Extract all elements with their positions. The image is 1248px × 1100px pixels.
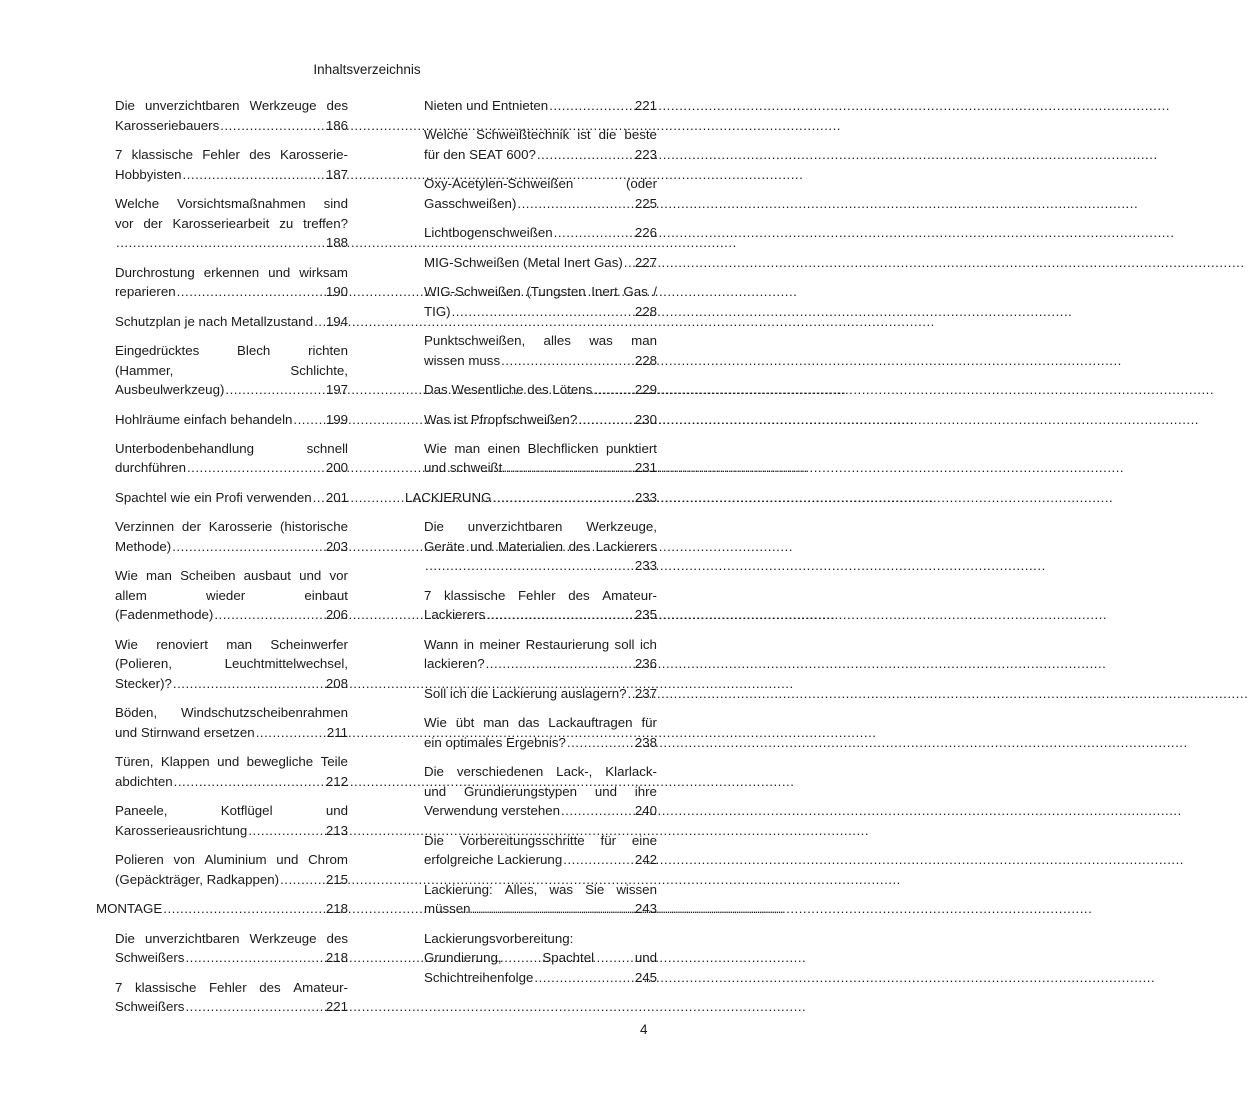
page-number: 4 xyxy=(640,1022,648,1037)
dot-leader xyxy=(314,312,325,332)
dot-leader xyxy=(472,899,634,919)
dot-leader xyxy=(452,302,634,322)
toc-entry-title: ein optimales Ergebnis? xyxy=(424,734,566,750)
toc-entry-line: Verzinnen der Karosserie (historische xyxy=(115,519,348,535)
toc-entry-title: (Gepäckträger, Radkappen) xyxy=(115,871,280,887)
toc-entry-line: Geräte und Materialien des Lackierers xyxy=(424,538,657,554)
toc-entry-line: Punktschweißen, alles was man xyxy=(424,333,657,349)
toc-page-number: 238 xyxy=(634,734,657,750)
toc-entry-title: Was ist Pfropfschweißen? xyxy=(424,411,578,427)
toc-page-number: 194 xyxy=(325,313,348,329)
toc-page-number: 233 xyxy=(634,558,657,574)
dot-leader xyxy=(174,772,325,792)
dot-leader xyxy=(501,351,634,371)
toc-page-number: 213 xyxy=(325,822,348,838)
dot-leader xyxy=(116,233,325,253)
toc-entry-line: Polieren von Aluminium und Chrom xyxy=(115,852,348,868)
toc-entry[interactable] xyxy=(96,312,348,332)
dot-leader xyxy=(177,282,325,302)
dot-leader xyxy=(425,556,634,576)
toc-entry-title: wissen muss xyxy=(424,352,501,368)
toc-entry-line: WIG-Schweißen (Tungsten Inert Gas / xyxy=(424,284,657,300)
toc-page-number: 221 xyxy=(634,98,657,113)
toc-entry-line: (Hammer, Schlichte, xyxy=(115,362,348,378)
toc-entry-title: abdichten xyxy=(115,773,173,789)
toc-page-number: 212 xyxy=(325,773,348,789)
toc-entry-line: 7 klassische Fehler des Amateur- xyxy=(424,587,657,603)
toc-entry[interactable] xyxy=(405,929,657,988)
toc-entry-line: Wie übt man das Lackauftragen für xyxy=(424,715,657,731)
dot-leader xyxy=(486,654,634,674)
toc-entry[interactable] xyxy=(96,194,348,253)
dot-leader xyxy=(567,733,634,753)
toc-entry-title: (Fadenmethode) xyxy=(115,607,214,623)
toc-entry[interactable] xyxy=(405,880,657,919)
toc-entry-title: Spachtel wie ein Profi verwenden xyxy=(115,489,312,505)
toc-page-number: 245 xyxy=(634,969,657,985)
toc-entry[interactable] xyxy=(96,752,348,791)
dot-leader xyxy=(486,605,633,625)
dot-leader xyxy=(293,410,324,430)
toc-entry-line: Die unverzichtbaren Werkzeuge, xyxy=(424,519,657,535)
toc-page-number: 197 xyxy=(325,382,348,398)
toc-entry-title: Gasschweißen) xyxy=(424,195,517,211)
toc-entry-line: Wie renoviert man Scheinwerfer xyxy=(115,636,348,652)
toc-entry-title: Nieten und Entnieten xyxy=(424,98,549,113)
dot-leader xyxy=(549,96,634,116)
toc-entry-title: Hohlräume einfach behandeln xyxy=(115,411,293,427)
toc-entry-line: Paneele, Kotflügel und xyxy=(115,803,348,819)
toc-entry[interactable] xyxy=(405,410,657,430)
toc-entry[interactable] xyxy=(405,684,657,704)
toc-page-number: 231 xyxy=(634,460,657,476)
toc-entry[interactable] xyxy=(405,517,657,576)
toc-entry-title: Das Wesentliche des Lötens xyxy=(424,382,593,398)
toc-entry[interactable] xyxy=(405,713,657,752)
toc-entry-line: allem wieder einbaut xyxy=(115,587,348,603)
toc-page-number: 206 xyxy=(325,607,348,623)
page-header: Inhaltsverzeichnis xyxy=(313,62,421,77)
toc-entry-title: Soll ich die Lackierung auslagern? xyxy=(424,685,627,701)
toc-entry[interactable] xyxy=(96,566,348,625)
toc-entry-line: Durchrostung erkennen und wirksam xyxy=(115,264,348,280)
toc-page-number: 221 xyxy=(325,999,348,1015)
toc-entry-title: Schweißers xyxy=(115,999,185,1015)
toc-entry[interactable] xyxy=(405,586,657,625)
toc-entry-line: 7 klassische Fehler des Karosserie- xyxy=(115,146,348,162)
toc-entry-title: Schichtreihenfolge xyxy=(424,969,534,985)
toc-section-heading[interactable] xyxy=(96,899,348,919)
toc-entry-line: Wann in meiner Restaurierung soll ich xyxy=(424,636,657,652)
toc-page-number: 240 xyxy=(634,803,657,819)
toc-entry-line: und Grundierungstypen und ihre xyxy=(424,783,657,799)
toc-entry-title: MONTAGE xyxy=(96,901,163,917)
dot-leader xyxy=(313,488,325,508)
dot-leader xyxy=(214,605,325,625)
toc-page-number: 233 xyxy=(634,489,657,505)
dot-leader xyxy=(163,899,325,919)
toc-entry[interactable] xyxy=(405,253,657,273)
toc-entry-line: Die Vorbereitungsschritte für eine xyxy=(424,832,657,848)
toc-page-number: 203 xyxy=(325,538,348,554)
toc-column-left xyxy=(96,96,348,1027)
dot-leader xyxy=(534,968,633,988)
toc-entry-line: (Polieren, Leuchtmittelwechsel, xyxy=(115,656,348,672)
toc-entry-line: 7 klassische Fehler des Amateur- xyxy=(115,979,348,995)
toc-entry[interactable] xyxy=(405,762,657,821)
toc-entry[interactable] xyxy=(405,331,657,370)
toc-page-number: 190 xyxy=(325,284,348,300)
toc-page-number: 227 xyxy=(634,254,657,270)
dot-leader xyxy=(280,870,325,890)
toc-entry-title: lackieren? xyxy=(424,656,485,672)
dot-leader xyxy=(563,850,634,870)
toc-entry-line: Die verschiedenen Lack-, Klarlack- xyxy=(424,764,657,780)
dot-leader xyxy=(492,488,633,508)
dot-leader xyxy=(628,684,634,704)
toc-entry-title: Verwendung verstehen xyxy=(424,803,561,819)
toc-page-number: 223 xyxy=(634,146,657,162)
toc-entry[interactable] xyxy=(96,929,348,968)
dot-leader xyxy=(220,116,325,136)
toc-entry[interactable] xyxy=(405,125,657,164)
toc-entry-title: Ausbeulwerkzeug) xyxy=(115,382,225,398)
dot-leader xyxy=(593,380,634,400)
toc-entry-line: Lackierung: Alles, was Sie wissen xyxy=(424,881,657,897)
toc-entry-line: Die unverzichtbaren Werkzeuge des xyxy=(115,930,348,946)
toc-entry-title: Hobbyisten xyxy=(115,166,182,182)
toc-entry[interactable] xyxy=(96,635,348,694)
dot-leader xyxy=(185,997,324,1017)
toc-entry[interactable] xyxy=(96,410,348,430)
toc-entry-line: Lackierungsvorbereitung: xyxy=(424,930,574,946)
dot-leader xyxy=(256,723,326,743)
toc-entry-title: durchführen xyxy=(115,460,186,476)
toc-entry[interactable] xyxy=(96,801,348,840)
toc-page-number: 242 xyxy=(634,852,657,868)
toc-entry-title: Methode) xyxy=(115,538,172,554)
dot-leader xyxy=(225,380,324,400)
toc-page-number: 235 xyxy=(634,607,657,623)
toc-entry[interactable] xyxy=(96,145,348,184)
toc-entry[interactable] xyxy=(405,831,657,870)
toc-entry[interactable] xyxy=(96,96,348,135)
toc-entry[interactable] xyxy=(96,978,348,1017)
toc-entry[interactable] xyxy=(96,517,348,556)
toc-entry-line: Welche Schweißtechnik ist die beste xyxy=(424,127,657,143)
toc-entry-line: Welche Vorsichtsmaßnahmen sind xyxy=(115,195,348,211)
dot-leader xyxy=(173,674,325,694)
dot-leader xyxy=(554,223,634,243)
toc-entry-line: Grundierung, Spachtel und xyxy=(424,950,657,966)
toc-entry-line: Wie man Scheiben ausbaut und vor xyxy=(115,568,348,584)
toc-entry-title: müssen xyxy=(424,901,471,917)
toc-page-number: 211 xyxy=(326,725,348,740)
toc-entry[interactable] xyxy=(405,174,657,213)
dot-leader xyxy=(517,194,633,214)
toc-page-number: 187 xyxy=(325,166,348,182)
toc-entry[interactable] xyxy=(96,439,348,478)
toc-page-number: 188 xyxy=(325,235,348,251)
toc-page-number: 236 xyxy=(634,656,657,672)
toc-entry-title: Karosserieausrichtung xyxy=(115,822,248,838)
dot-leader xyxy=(503,458,633,478)
toc-entry[interactable] xyxy=(405,635,657,674)
toc-page-number: 228 xyxy=(634,303,657,319)
dot-leader xyxy=(183,165,325,185)
toc-entry-title: für den SEAT 600? xyxy=(424,146,536,162)
toc-entry-line: Die unverzichtbaren Werkzeuge des xyxy=(115,98,348,113)
toc-page-number: 237 xyxy=(634,685,657,701)
toc-page-number: 243 xyxy=(634,901,657,917)
toc-entry-title: Karosseriebauers xyxy=(115,117,220,133)
toc-entry-line: Türen, Klappen und bewegliche Teile xyxy=(115,754,348,770)
toc-entry-title: erfolgreiche Lackierung xyxy=(424,852,563,868)
toc-page-number: 186 xyxy=(325,117,348,133)
toc-entry-title: Stecker)? xyxy=(115,676,172,692)
toc-entry[interactable] xyxy=(96,850,348,889)
toc-page-number: 230 xyxy=(634,411,657,427)
dot-leader xyxy=(561,801,634,821)
toc-entry-title: Schweißers xyxy=(115,950,185,966)
toc-entry-line: Eingedrücktes Blech richten xyxy=(115,342,348,358)
toc-entry[interactable] xyxy=(96,263,348,302)
dot-leader xyxy=(248,821,325,841)
dot-leader xyxy=(185,948,324,968)
toc-entry[interactable] xyxy=(405,380,657,400)
toc-entry[interactable] xyxy=(96,341,348,400)
dot-leader xyxy=(172,537,325,557)
toc-entry-title: Schutzplan je nach Metallzustand xyxy=(115,313,314,329)
toc-entry[interactable] xyxy=(96,703,348,742)
toc-entry[interactable] xyxy=(405,96,657,116)
toc-entry-title: reparieren xyxy=(115,284,176,300)
toc-page-number: 229 xyxy=(634,382,657,398)
dot-leader xyxy=(624,253,634,273)
toc-entry-title: Lackierers xyxy=(424,607,486,623)
toc-page-number: 199 xyxy=(325,411,348,427)
dot-leader xyxy=(578,410,634,430)
toc-page-number: 225 xyxy=(634,195,657,211)
toc-entry-title: und Stirnwand ersetzen xyxy=(115,725,255,740)
toc-page-number: 226 xyxy=(634,225,657,241)
toc-entry-line: Böden, Windschutzscheibenrahmen xyxy=(115,705,348,721)
toc-entry-title: LACKIERUNG xyxy=(405,489,492,505)
toc-entry-line: vor der Karosseriearbeit zu treffen? xyxy=(115,215,348,231)
toc-entry-title: Lichtbogenschweißen xyxy=(424,225,553,241)
toc-page-number: 215 xyxy=(325,871,348,887)
toc-entry-line: Oxy-Acetylen-Schweißen (oder xyxy=(424,176,657,192)
toc-entry-title: MIG-Schweißen (Metal Inert Gas) xyxy=(424,254,623,270)
toc-entry-title: und schweißt xyxy=(424,460,503,476)
toc-entry-title: TIG) xyxy=(424,303,451,319)
toc-page-number: 201 xyxy=(325,489,348,505)
toc-column-right xyxy=(405,96,657,997)
toc-entry[interactable] xyxy=(96,488,348,508)
toc-section-heading[interactable] xyxy=(405,488,657,508)
toc-page-number: 228 xyxy=(634,352,657,368)
toc-entry-line: Unterbodenbehandlung schnell xyxy=(115,440,348,456)
toc-page-number: 218 xyxy=(325,950,348,966)
toc-page-number: 208 xyxy=(325,676,348,692)
toc-entry[interactable] xyxy=(405,282,657,321)
toc-entry[interactable] xyxy=(405,223,657,243)
dot-leader xyxy=(187,458,325,478)
toc-page-number: 218 xyxy=(325,901,348,917)
toc-entry-line: Wie man einen Blechflicken punktiert xyxy=(424,440,657,456)
dot-leader xyxy=(537,145,634,165)
toc-page-number: 200 xyxy=(325,460,348,476)
toc-entry[interactable] xyxy=(405,439,657,478)
